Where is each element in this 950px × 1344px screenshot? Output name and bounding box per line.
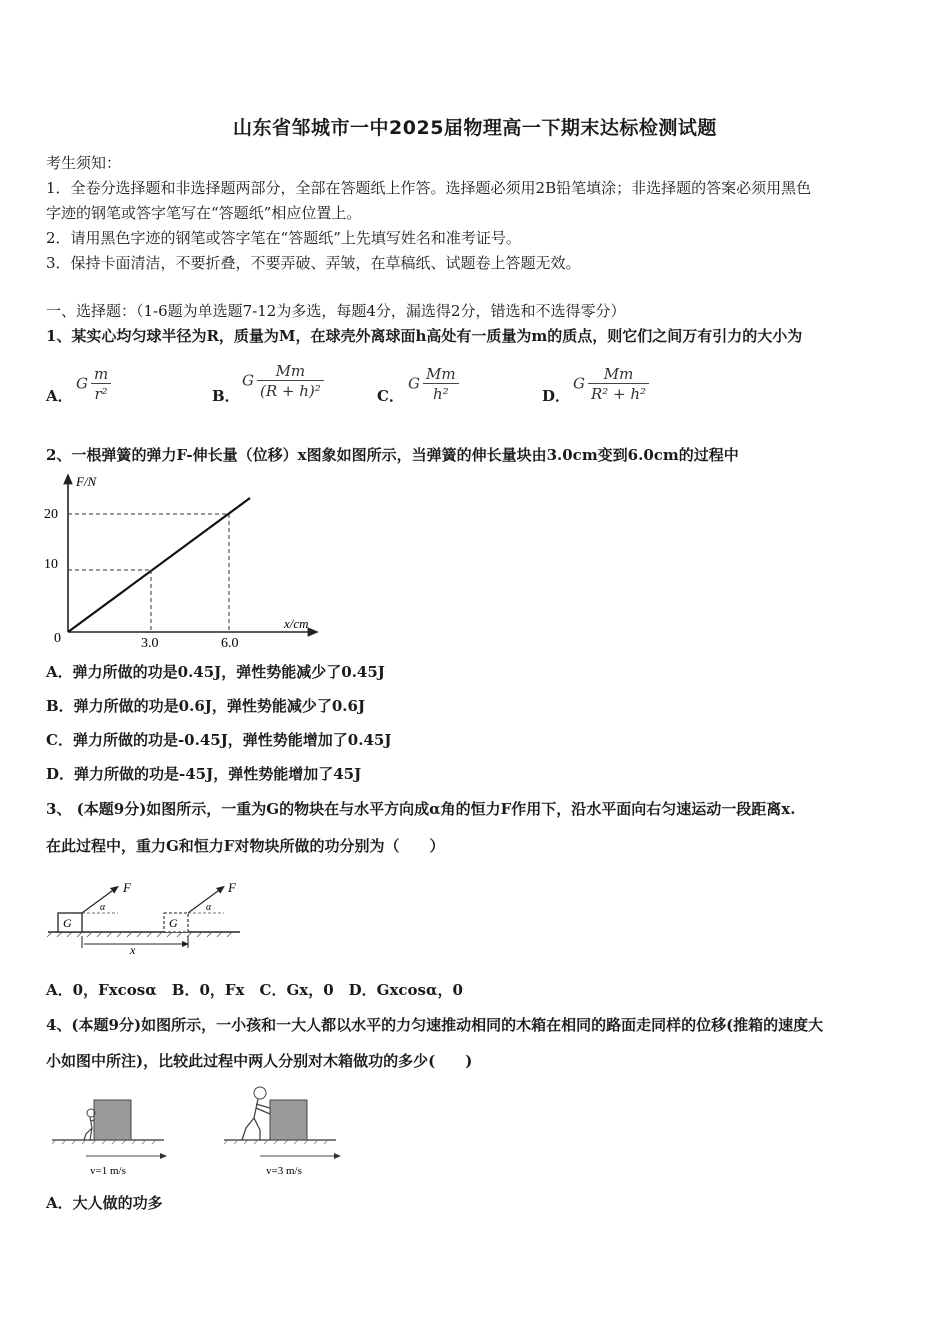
q1-option-b-formula: G $\frac{Mm}{\text{(R + h)²}}$ xyxy=(242,362,324,401)
notice-item: 字迹的钢笔或答字笔写在“答题纸”相应位置上。 xyxy=(46,204,362,222)
wooden-box xyxy=(94,1100,131,1140)
force-extension-graph xyxy=(36,470,326,655)
q2-option-b: B．弹力所做的功是0.6J，弹性势能减少了0.6J xyxy=(46,697,366,715)
velocity-label: v=1 m/s xyxy=(90,1165,126,1177)
force-arrow xyxy=(82,888,116,913)
force-line xyxy=(68,498,250,632)
question-3-stem-cont: 在此过程中，重力G和恒力F对物块所做的功分别为（ ） xyxy=(46,837,445,855)
q2-option-a: A．弹力所做的功是0.45J，弹性势能减少了0.45J xyxy=(46,663,385,681)
q1-option-b-label: B． xyxy=(212,387,240,405)
question-3-stem: 3、 (本题9分)如图所示，一重为G的物块在与水平方向成α角的恒力F作用下，沿水平面向右匀速运动一段距离x. xyxy=(46,800,796,818)
q1-option-d-formula: G $\frac{Mm}{\text{R² + h²}}$ xyxy=(573,365,649,404)
question-4-stem-cont: 小如图中所注)，比较此过程中两人分别对木箱做功的多少( ) xyxy=(46,1052,473,1070)
block-label: G xyxy=(169,916,178,930)
y-axis-label: F/N xyxy=(76,474,97,489)
question-1-stem: 1、某实心均匀球半径为R，质量为M，在球壳外离球面h高处有一质量为m的质点，则它们之间万有引力的大小为 xyxy=(46,327,803,345)
notice-item: 2．请用黑色字迹的钢笔或答字笔在“答题纸”上先填写姓名和准考证号。 xyxy=(46,229,521,247)
force-label: F xyxy=(123,880,131,895)
q1-option-a-formula: G $\frac{m}{\text{r²}}$ xyxy=(76,365,111,404)
q1-option-c-formula: G $\frac{Mm}{\text{h²}}$ xyxy=(408,365,459,404)
force-arrow xyxy=(188,888,222,913)
x-tick-label: 6.0 xyxy=(221,636,239,651)
question-2-stem: 2、一根弹簧的弹力F-伸长量（位移）x图象如图所示，当弹簧的伸长量块由3.0cm变到6.0cm的过程中 xyxy=(46,446,739,464)
page-title: 山东省邹城市一中2025届物理高一下期末达标检测试题 xyxy=(233,117,717,139)
adult-figure xyxy=(254,1087,266,1099)
wooden-box xyxy=(270,1100,307,1140)
q1-option-c-label: C． xyxy=(377,387,404,405)
notice-heading: 考生须知： xyxy=(46,154,122,172)
y-tick-label: 10 xyxy=(44,557,58,572)
q2-option-d: D．弹力所做的功是-45J，弹性势能增加了45J xyxy=(46,765,362,783)
block-label: G xyxy=(63,916,72,930)
pushing-boxes-figure xyxy=(46,1084,346,1184)
q3-options: A．0，Fxcosα B．0，Fx C．Gx，0 D．Gxcosα，0 xyxy=(46,981,463,999)
q4-option-a: A．大人做的功多 xyxy=(46,1194,163,1212)
angle-label: α xyxy=(100,902,106,913)
x-axis-label: x/cm xyxy=(284,616,309,631)
question-4-stem: 4、(本题9分)如图所示，一小孩和一大人都以水平的力匀速推动相同的木箱在相同的路面走同样的位移(推箱的速度大 xyxy=(46,1016,824,1034)
origin-label: 0 xyxy=(54,631,61,646)
notice-item: 3．保持卡面清洁，不要折叠，不要弄破、弄皱，在草稿纸、试题卷上答题无效。 xyxy=(46,254,581,272)
section-heading: 一、选择题：（1-6题为单选题7-12为多选，每题4分，漏选得2分，错选和不选得零分） xyxy=(46,302,626,320)
distance-label: x xyxy=(130,943,136,956)
block-motion-figure xyxy=(44,876,244,956)
y-tick-label: 20 xyxy=(44,507,58,522)
q1-option-d-label: D． xyxy=(542,387,571,405)
velocity-label: v=3 m/s xyxy=(266,1165,302,1177)
q2-option-c: C．弹力所做的功是-0.45J，弹性势能增加了0.45J xyxy=(46,731,392,749)
q1-option-a-label: A． xyxy=(46,387,73,405)
notice-item: 1．全卷分选择题和非选择题两部分，全部在答题纸上作答。选择题必须用2B铅笔填涂；非选择题的答案必须用黑色 xyxy=(46,179,812,197)
force-label: F xyxy=(228,880,236,895)
angle-label: α xyxy=(206,902,212,913)
x-tick-label: 3.0 xyxy=(141,636,159,651)
